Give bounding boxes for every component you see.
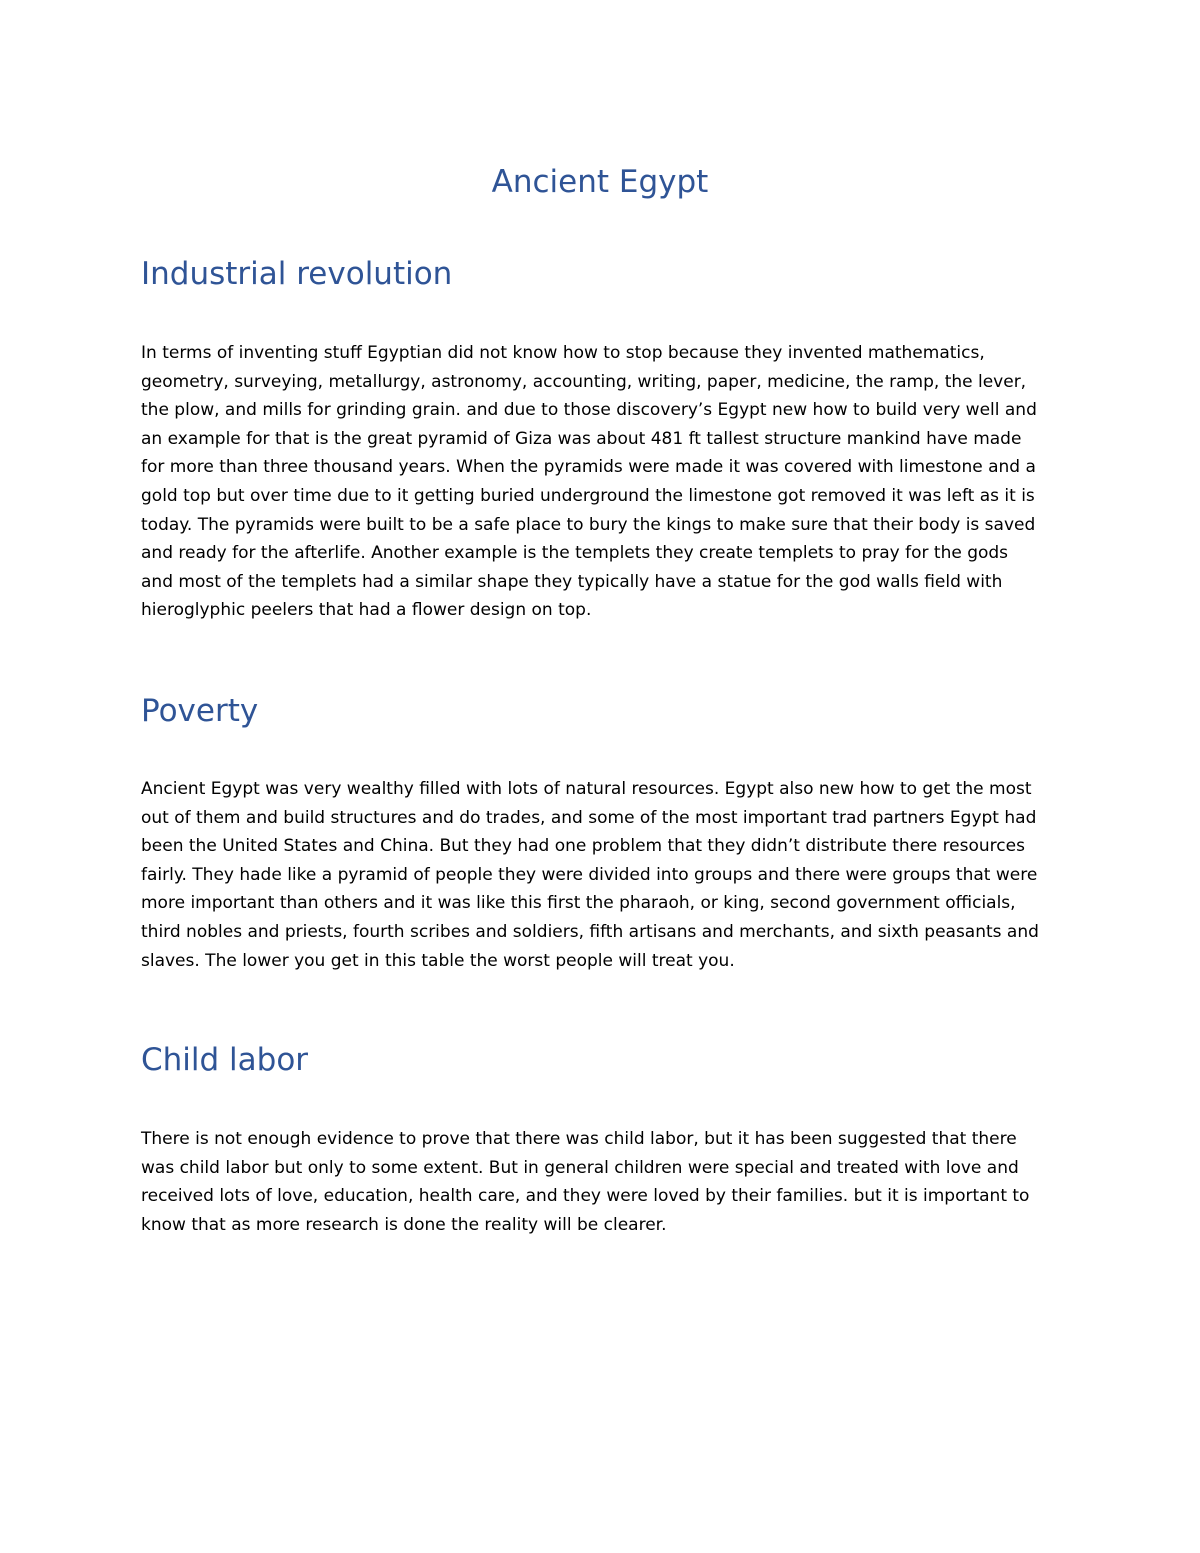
text-line: and ready for the afterlife. Another example is the templets they create templets to pray for the gods	[141, 543, 1009, 564]
text-line: slaves. The lower you get in this table the worst people will treat you.	[141, 950, 735, 971]
section-body-industrial-revolution	[141, 339, 1071, 625]
text-line: more important than others and it was like this first the pharaoh, or king, second government officials,	[141, 893, 1016, 914]
text-line: the plow, and mills for grinding grain. and due to those discovery’s Egypt new how to build very well and	[141, 400, 1037, 421]
text-line: fairly. They hade like a pyramid of people they were divided into groups and there were groups that were	[141, 864, 1038, 885]
section-heading-child-labor: Child labor	[141, 1042, 309, 1078]
text-line: for more than three thousand years. When the pyramids were made it was covered with limestone and a	[141, 457, 1036, 478]
section-body-child-labor	[141, 1125, 1071, 1239]
text-line: an example for that is the great pyramid of Giza was about 481 ft tallest structure mankind have made	[141, 428, 1022, 449]
section-heading-industrial-revolution: Industrial revolution	[141, 256, 453, 292]
text-line: gold top but over time due to it getting buried underground the limestone got removed it was left as it is	[141, 485, 1035, 506]
text-line: today. The pyramids were built to be a safe place to bury the kings to make sure that their body is saved	[141, 514, 1036, 535]
text-line: know that as more research is done the reality will be clearer.	[141, 1214, 667, 1235]
document-title: Ancient Egypt	[491, 164, 709, 200]
text-line: third nobles and priests, fourth scribes and soldiers, fifth artisans and merchants, and sixth peasants and	[141, 921, 1039, 942]
text-line: Ancient Egypt was very wealthy filled with lots of natural resources. Egypt also new how to get the most	[141, 779, 1032, 799]
text-line: received lots of love, education, health care, and they were loved by their families. but it is important to	[141, 1186, 1030, 1207]
text-line: and most of the templets had a similar shape they typically have a statue for the god walls field with	[141, 571, 1003, 592]
text-line: There is not enough evidence to prove that there was child labor, but it has been suggested that there	[141, 1129, 1017, 1149]
text-line: hieroglyphic peelers that had a flower design on top.	[141, 600, 592, 621]
text-line: was child labor but only to some extent. But in general children were special and treated with love and	[141, 1157, 1019, 1178]
text-line: In terms of inventing stuff Egyptian did not know how to stop because they invented mathematics,	[141, 343, 985, 363]
section-heading-poverty: Poverty	[141, 693, 259, 729]
text-line: geometry, surveying, metallurgy, astronomy, accounting, writing, paper, medicine, the ramp, the lever,	[141, 371, 1027, 392]
text-line: out of them and build structures and do trades, and some of the most important trad partners Egypt had	[141, 807, 1037, 828]
text-line: been the United States and China. But they had one problem that they didn’t distribute there resources	[141, 836, 1025, 857]
section-body-poverty	[141, 775, 1071, 975]
